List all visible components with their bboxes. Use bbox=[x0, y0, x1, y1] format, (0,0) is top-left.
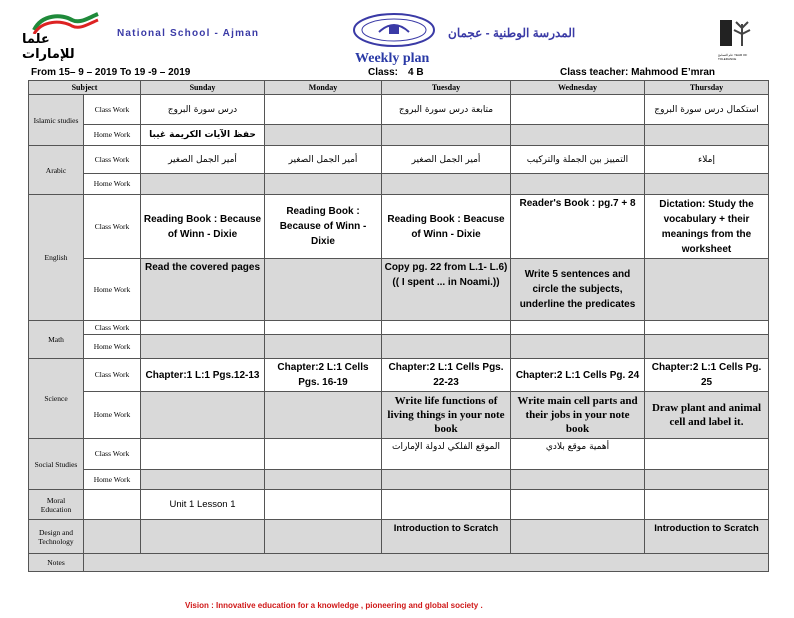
math-cw-wednesday bbox=[511, 321, 645, 335]
english-cw-sunday: Reading Book : Because of Winn - Dixie bbox=[141, 195, 265, 259]
table-row bbox=[29, 95, 769, 125]
english-cw-monday: Reading Book : Because of Winn - Dixie bbox=[265, 195, 382, 259]
subject-english: English bbox=[29, 195, 84, 321]
col-thursday: Thursday bbox=[645, 81, 769, 95]
subject-arabic: Arabic bbox=[29, 146, 84, 195]
table-row bbox=[29, 392, 769, 439]
weekly-plan-table bbox=[28, 80, 769, 572]
subject-notes: Notes bbox=[29, 554, 84, 572]
design-monday bbox=[265, 520, 382, 554]
moral-monday bbox=[265, 490, 382, 520]
home-work-label: Home Work bbox=[84, 470, 141, 490]
english-hw-thursday bbox=[645, 259, 769, 321]
arabic-cw-thursday: إملاء bbox=[645, 146, 769, 174]
social-cw-sunday bbox=[141, 439, 265, 470]
class-work-label: Class Work bbox=[84, 195, 141, 259]
flag-icon bbox=[22, 10, 102, 34]
arabic-cw-tuesday: أمير الجمل الصغير bbox=[382, 146, 511, 174]
moral-sunday: Unit 1 Lesson 1 bbox=[141, 490, 265, 520]
math-hw-sunday bbox=[141, 335, 265, 359]
arabic-hw-tuesday bbox=[382, 174, 511, 195]
social-cw-tuesday: الموقع الفلكي لدولة الإمارات bbox=[382, 439, 511, 470]
islamic-hw-wednesday bbox=[511, 125, 645, 146]
table-row bbox=[29, 174, 769, 195]
social-hw-tuesday bbox=[382, 470, 511, 490]
date-range: From 15– 9 – 2019 To 19 -9 – 2019 bbox=[31, 67, 191, 78]
math-hw-thursday bbox=[645, 335, 769, 359]
arabic-hw-wednesday bbox=[511, 174, 645, 195]
home-work-label: Home Work bbox=[84, 259, 141, 321]
english-hw-tuesday: Copy pg. 22 from L.1- L.6) (( I spent ... in Noami.)) bbox=[382, 259, 511, 321]
arabic-cw-wednesday: التمييز بين الجملة والتركيب bbox=[511, 146, 645, 174]
science-cw-tuesday: Chapter:2 L:1 Cells Pgs. 22-23 bbox=[382, 359, 511, 392]
subject-social: Social Studies bbox=[29, 439, 84, 490]
english-hw-monday bbox=[265, 259, 382, 321]
english-cw-thursday: Dictation: Study the vocabulary + their meanings from the worksheet bbox=[645, 195, 769, 259]
english-cw-tuesday: Reading Book : Beacuse of Winn - Dixie bbox=[382, 195, 511, 259]
design-sunday bbox=[141, 520, 265, 554]
class-value: 4 B bbox=[408, 67, 424, 78]
science-cw-wednesday: Chapter:2 L:1 Cells Pg. 24 bbox=[511, 359, 645, 392]
table-row bbox=[29, 439, 769, 470]
table-row bbox=[29, 470, 769, 490]
math-hw-wednesday bbox=[511, 335, 645, 359]
palm-icon bbox=[718, 18, 764, 48]
islamic-hw-sunday: حفظ الآيات الكريمة غيبا bbox=[141, 125, 265, 146]
class-work-label: Class Work bbox=[84, 95, 141, 125]
islamic-cw-wednesday bbox=[511, 95, 645, 125]
home-work-label: Home Work bbox=[84, 335, 141, 359]
col-sunday: Sunday bbox=[141, 81, 265, 95]
subject-design: Design and Technology bbox=[29, 520, 84, 554]
arabic-cw-sunday: أمير الجمل الصغير bbox=[141, 146, 265, 174]
col-tuesday: Tuesday bbox=[382, 81, 511, 95]
table-row bbox=[29, 146, 769, 174]
class-work-label: Class Work bbox=[84, 359, 141, 392]
math-hw-monday bbox=[265, 335, 382, 359]
arabic-hw-sunday bbox=[141, 174, 265, 195]
page-title: Weekly plan bbox=[355, 51, 430, 66]
moral-kind bbox=[84, 490, 141, 520]
islamic-hw-monday bbox=[265, 125, 382, 146]
math-cw-sunday bbox=[141, 321, 265, 335]
table-row bbox=[29, 490, 769, 520]
islamic-cw-tuesday: متابعة درس سورة البروج bbox=[382, 95, 511, 125]
subject-math: Math bbox=[29, 321, 84, 359]
col-monday: Monday bbox=[265, 81, 382, 95]
design-tuesday: Introduction to Scratch bbox=[382, 520, 511, 554]
moral-wednesday bbox=[511, 490, 645, 520]
english-cw-wednesday: Reader's Book : pg.7 + 8 bbox=[511, 195, 645, 259]
science-cw-monday: Chapter:2 L:1 Cells Pgs. 16-19 bbox=[265, 359, 382, 392]
social-hw-monday bbox=[265, 470, 382, 490]
arabic-hw-monday bbox=[265, 174, 382, 195]
home-work-label: Home Work bbox=[84, 392, 141, 439]
class-work-label: Class Work bbox=[84, 321, 141, 335]
class-work-label: Class Work bbox=[84, 439, 141, 470]
home-work-label: Home Work bbox=[84, 174, 141, 195]
math-cw-tuesday bbox=[382, 321, 511, 335]
islamic-cw-thursday: استكمال درس سورة البروج bbox=[645, 95, 769, 125]
science-hw-thursday: Draw plant and animal cell and label it. bbox=[645, 392, 769, 439]
social-hw-wednesday bbox=[511, 470, 645, 490]
social-cw-monday bbox=[265, 439, 382, 470]
class-teacher: Class teacher: Mahmood E’mran bbox=[560, 67, 716, 78]
school-name-en: National School - Ajman bbox=[117, 28, 260, 39]
islamic-hw-thursday bbox=[645, 125, 769, 146]
science-cw-sunday: Chapter:1 L:1 Pgs.12-13 bbox=[141, 359, 265, 392]
islamic-cw-monday bbox=[265, 95, 382, 125]
class-work-label: Class Work bbox=[84, 146, 141, 174]
logo-right-text: عام التسامح YEAR OF TOLERANCE bbox=[718, 53, 748, 61]
subject-science: Science bbox=[29, 359, 84, 439]
table-row bbox=[29, 335, 769, 359]
notes-content bbox=[84, 554, 769, 572]
table-row bbox=[29, 359, 769, 392]
uae-flag-logo bbox=[22, 10, 102, 62]
subject-islamic: Islamic studies bbox=[29, 95, 84, 146]
table-row bbox=[29, 520, 769, 554]
table-row bbox=[29, 195, 769, 259]
islamic-hw-tuesday bbox=[382, 125, 511, 146]
math-hw-tuesday bbox=[382, 335, 511, 359]
class-label: Class: bbox=[368, 67, 399, 78]
col-wednesday: Wednesday bbox=[511, 81, 645, 95]
school-name-ar: المدرسة الوطنية - عجمان bbox=[448, 26, 576, 40]
math-cw-thursday bbox=[645, 321, 769, 335]
design-thursday: Introduction to Scratch bbox=[645, 520, 769, 554]
logo-left-text: علما للإمارات bbox=[22, 32, 75, 62]
arabic-hw-thursday bbox=[645, 174, 769, 195]
science-hw-wednesday: Write main cell parts and their jobs in your note book bbox=[511, 392, 645, 439]
table-header-row bbox=[29, 81, 769, 95]
table-row bbox=[29, 321, 769, 335]
subject-moral: Moral Education bbox=[29, 490, 84, 520]
social-cw-thursday bbox=[645, 439, 769, 470]
home-work-label: Home Work bbox=[84, 125, 141, 146]
table-row bbox=[29, 554, 769, 572]
science-cw-thursday: Chapter:2 L:1 Cells Pg. 25 bbox=[645, 359, 769, 392]
table-row bbox=[29, 259, 769, 321]
social-cw-wednesday: أهمية موقع بلادي bbox=[511, 439, 645, 470]
vision-statement: Vision : Innovative education for a knowledge , pioneering and global society . bbox=[185, 601, 483, 610]
school-crest-icon bbox=[351, 12, 437, 48]
moral-thursday bbox=[645, 490, 769, 520]
english-hw-sunday: Read the covered pages bbox=[141, 259, 265, 321]
col-subject: Subject bbox=[29, 81, 141, 95]
year-of-tolerance-logo bbox=[718, 18, 764, 61]
moral-tuesday bbox=[382, 490, 511, 520]
design-kind bbox=[84, 520, 141, 554]
social-hw-sunday bbox=[141, 470, 265, 490]
math-cw-monday bbox=[265, 321, 382, 335]
science-hw-sunday bbox=[141, 392, 265, 439]
science-hw-monday bbox=[265, 392, 382, 439]
table-row bbox=[29, 125, 769, 146]
design-wednesday bbox=[511, 520, 645, 554]
english-hw-wednesday: Write 5 sentences and circle the subjects, underline the predicates bbox=[511, 259, 645, 321]
social-hw-thursday bbox=[645, 470, 769, 490]
arabic-cw-monday: أمير الجمل الصغير bbox=[265, 146, 382, 174]
science-hw-tuesday: Write life functions of living things in your note book bbox=[382, 392, 511, 439]
islamic-cw-sunday: درس سورة البروج bbox=[141, 95, 265, 125]
